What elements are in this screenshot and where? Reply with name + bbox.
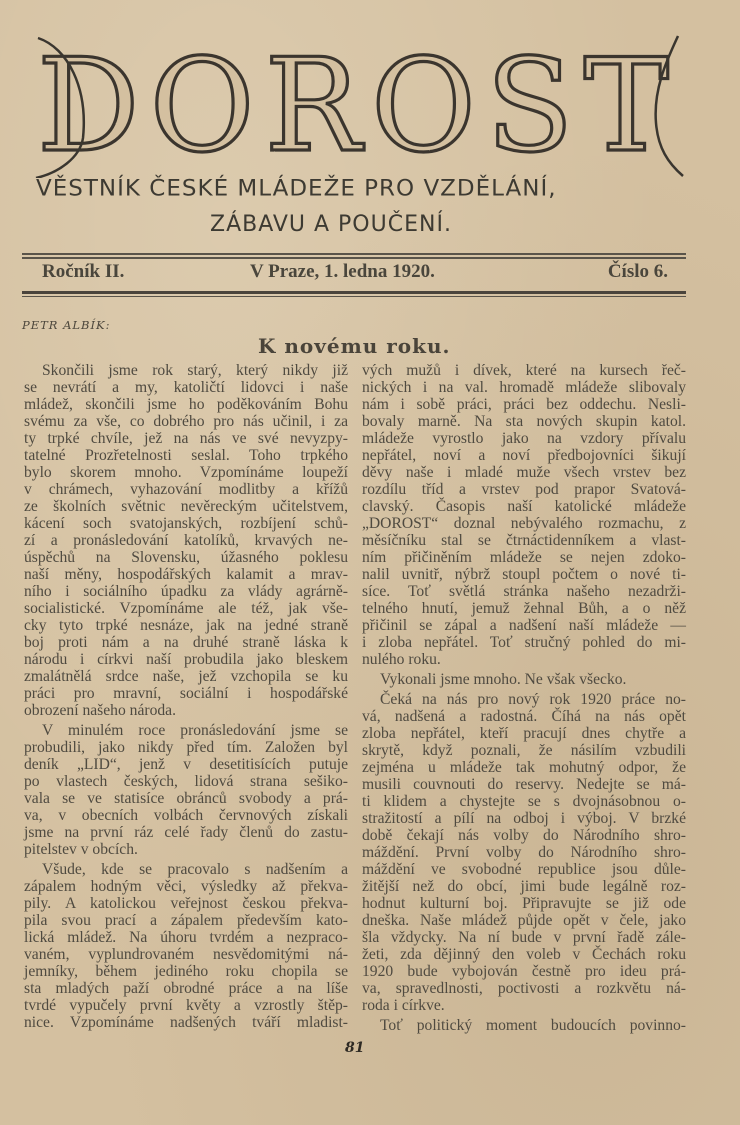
text-line: bovaly marně. Na sta nových skupin katol. <box>362 413 686 430</box>
text-line: dneška. Naše mládež půjde opět v čele, jako <box>362 912 686 929</box>
text-line: práci pro mravní, sociální i hospodářské <box>24 685 348 702</box>
text-line: pily. A katolickou veřejnost českou překva- <box>24 895 348 912</box>
text-line: cky tyto trpké nesnáze, jak na jedné straně <box>24 617 348 634</box>
text-line: ního i sociálního úpadku za vlády agrárně- <box>24 583 348 600</box>
page-number: 81 <box>345 1040 365 1056</box>
text-line: zápalem hodným věci, výsledky až překva- <box>24 878 348 895</box>
text-line: zloba nepřátel, kteří pracují dnes chytře a <box>362 725 686 742</box>
text-line: mládež, skončili jsme ho poděkováním Bohu <box>24 396 348 413</box>
text-line: vá, nadšená a radostná. Číhá na nás opět <box>362 708 686 725</box>
text-line: době čekají nás volby do Národního shro- <box>362 827 686 844</box>
text-line: stražitostí a pílí na odboj i výboj. V brzké <box>362 810 686 827</box>
text-line: žitější než do obcí, jimi bude legálně roz- <box>362 878 686 895</box>
text-line: máždění. První volby do Národního shro- <box>362 844 686 861</box>
article-paragraph <box>24 722 348 858</box>
text-line: va, v obecních volbách červnových získali <box>24 807 348 824</box>
text-line: 1920 bude vybojován čestně pro ideu prá- <box>362 963 686 980</box>
text-line: nepřátel, noví a noví předbojovníci šikují <box>362 447 686 464</box>
text-line: nám i sobě práci, práci bez oddechu. Nesli- <box>362 396 686 413</box>
article-paragraph <box>362 691 686 1014</box>
article-title: K novému roku. <box>258 334 451 358</box>
text-line: vých mužů i dívek, které na kursech řeč- <box>362 362 686 379</box>
text-line: Čeká na nás pro nový rok 1920 práce no- <box>380 691 686 708</box>
text-line: ty trpké chvíle, jež na nás ve své nevyzpy- <box>24 430 348 447</box>
text-line: nulého roku. <box>362 651 441 668</box>
article-column-left <box>24 362 348 1034</box>
text-line: nalil uvnitř, nýbrž stoupl počtem o nové ti- <box>362 566 686 583</box>
text-line: V minulém roce pronásledování jsme se <box>42 722 348 739</box>
text-line: máždění ve svobodné republice jsou důle- <box>362 861 686 878</box>
text-line: zejména u mládeže tak mohutný odpor, že <box>362 759 686 776</box>
text-line: kácení soch svatojanských, rozbíjení schů- <box>24 515 348 532</box>
text-line: síce. Toť světlá stránka našeho nezadrži- <box>362 583 686 600</box>
text-line: Skončili jsme rok starý, který nikdy již <box>42 362 348 379</box>
text-line: bylo skorem mnoho. Vzpomínáme loupeží <box>24 464 348 481</box>
text-line: rozdílu tříd a vrstev pod prapor Svatová- <box>362 481 686 498</box>
text-line: tvrdé vypučely první květy a vzrostly štěp- <box>24 997 348 1014</box>
text-line: deník „LID“, jenž v desetitisících putuje <box>24 756 348 773</box>
text-line: vala se ve statisíce obránců svobody a prá- <box>24 790 348 807</box>
header-rule-top <box>22 253 686 255</box>
text-line: zmalátnělá srdce naše, jež vzchopila se ku <box>24 668 348 685</box>
issue-number: Číslo 6. <box>607 261 668 282</box>
text-line: po vlastech českých, lidová strana sešiko- <box>24 773 348 790</box>
text-line: jsme na první ráz celé řady členů do zastu- <box>24 824 348 841</box>
text-line: sta mladých paží obrodné práce a na líše <box>24 980 348 997</box>
masthead <box>0 0 740 282</box>
issue-volume: Ročník II. <box>42 261 125 282</box>
text-line: v chrámech, vyhazování modlitby a křížů <box>24 481 348 498</box>
text-line: boj proti nám a na druhé straně láska k <box>24 634 348 651</box>
text-line: telného hnutí, jemuž žehnal Bůh, a o něž <box>362 600 686 617</box>
text-line: musili couvnouti do reservy. Nedejte se má- <box>362 776 686 793</box>
text-line: clavský. Časopis naší katolické mládeže <box>362 498 686 515</box>
text-line: nice. Vzpomínáme nadšených tváří mladist- <box>24 1014 348 1031</box>
text-line: ním přičiněním mládeže se nejen zdoko- <box>362 549 686 566</box>
text-line: jemníky, během jediného roku chopila se <box>24 963 348 980</box>
text-line: přičinil se zápal a nadšení naší mládeže — <box>362 617 686 634</box>
header-rule-bottom <box>22 291 686 294</box>
article-paragraph <box>362 671 686 688</box>
issue-info-bar <box>22 258 686 288</box>
text-line: i zloba nepřátel. Toť stručný pohled do mi- <box>362 634 686 651</box>
magazine-title-logo <box>28 28 688 178</box>
text-line: svému za vše, co dobrého pro nás učinil, i za <box>24 413 348 430</box>
text-line: žeti, zda dějinný den voleb v Čechách roku <box>362 946 686 963</box>
article-paragraph <box>362 362 686 668</box>
text-line: pila svou prací a zápalem především kato- <box>24 912 348 929</box>
title-text: DOROST <box>37 32 679 178</box>
text-line: šla vždycky. Na ní bude v první řadě zále- <box>362 929 686 946</box>
title-lettering <box>28 28 688 178</box>
text-line: národu i církvi naší probudila jako bleskem <box>24 651 348 668</box>
text-line: lická mládež. Na úhoru tvrdém a nezpraco- <box>24 929 348 946</box>
article-column-right <box>362 362 686 1037</box>
text-line: měsíčníku stal se čtrnáctidenníkem a vlast- <box>362 532 686 549</box>
text-line: Toť politický moment budoucích povinno- <box>380 1017 686 1034</box>
text-line: obrození našeho národa. <box>24 702 176 719</box>
text-line: úspěchů na Slovensku, úžasného poklesu <box>24 549 348 566</box>
text-line: ti klidem a chystejte se s dvojnásobnou o- <box>362 793 686 810</box>
text-line: tatelné Prozřetelnosti seslal. Toho trpkého <box>24 447 348 464</box>
text-line: děvy naše i mladé muže všech vrstev bez <box>362 464 686 481</box>
text-line: ze školních světnic nevěreckým učitelstvem, <box>24 498 348 515</box>
text-line: va, spravedlnosti, poctivosti a rozkvětu ná- <box>362 980 686 997</box>
text-line: probudili, jako nikdy před tím. Založen byl <box>24 739 348 756</box>
text-line: Vykonali jsme mnoho. Ne však všecko. <box>380 671 627 688</box>
text-line: mládeže vyrostlo jako na vzdory přívalu <box>362 430 686 447</box>
text-line: zí a pronásledování katolíků, krvavých ne- <box>24 532 348 549</box>
text-line: roda i církve. <box>362 997 445 1014</box>
text-line: socialistické. Vzpomínáme ale též, jak vše- <box>24 600 348 617</box>
text-line: „DOROST“ doznal nebývalého rozmachu, z <box>362 515 686 532</box>
issue-date: V Praze, 1. ledna 1920. <box>250 261 435 282</box>
article-paragraph <box>362 1017 686 1034</box>
text-line: hodnut kulturní boj. Připravujte se již ode <box>362 895 686 912</box>
masthead-subtitle-line2: ZÁBAVU A POUČENÍ. <box>210 212 452 237</box>
text-line: pitelstev v obcích. <box>24 841 138 858</box>
article-paragraph <box>24 362 348 719</box>
text-line: nických i na val. hromadě mládeže slibovaly <box>362 379 686 396</box>
text-line: naší měny, hospodářských kalamit a mrav- <box>24 566 348 583</box>
header-rule-bottom-inner <box>22 296 686 297</box>
text-line: vaném, vyplundrovaném nesvědomitými ná- <box>24 946 348 963</box>
text-line: Všude, kde se pracovalo s nadšením a <box>42 861 348 878</box>
article-paragraph <box>24 861 348 1031</box>
text-line: se nevrátí a my, katoličtí lidovci i naše <box>24 379 348 396</box>
text-line: skrytě, když poznali, že násilím vzbudili <box>362 742 686 759</box>
masthead-subtitle-line1: VĚSTNÍK ČESKÉ MLÁDEŽE PRO VZDĚLÁNÍ, <box>36 176 557 202</box>
article-author: PETR ALBÍK: <box>22 318 111 332</box>
